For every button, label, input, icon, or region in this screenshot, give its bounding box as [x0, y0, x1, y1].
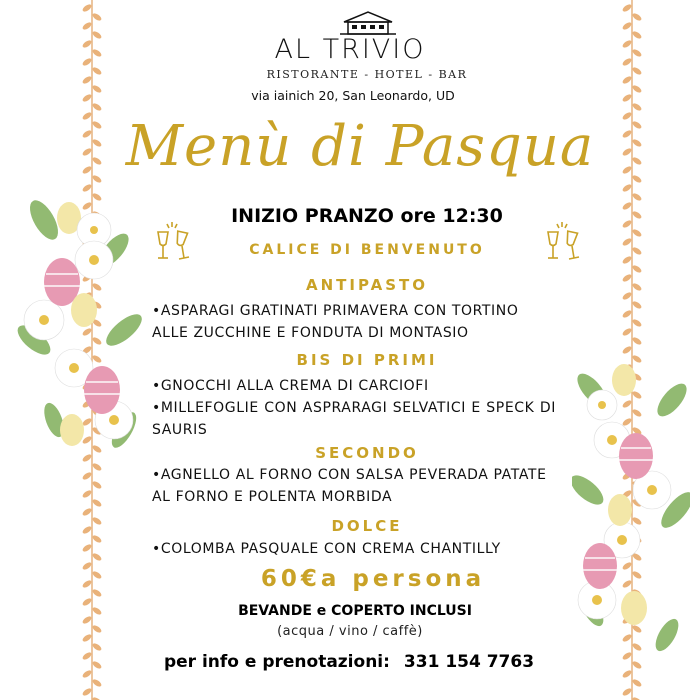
start-time: INIZIO PRANZO ore 12:30 [231, 205, 503, 227]
phone-number: 331 154 7763 [403, 652, 535, 672]
house-logo-icon [340, 10, 396, 36]
menu-title: Menù di Pasqua [125, 114, 595, 179]
menu-item: •AGNELLO AL FORNO CON SALSA PEVERADA PATATE AL FORNO E POLENTA MORBIDA [152, 467, 547, 505]
included-note: BEVANDE e COPERTO INCLUSI [238, 603, 472, 619]
section-title-antipasto: ANTIPASTO [306, 276, 428, 294]
menu-item: •ASPARAGI GRATINATI PRIMAVERA CON TORTINO ALLE ZUCCHINE E FONDUTA DI MONTASIO [152, 303, 519, 341]
menu-item: •MILLEFOGLIE CON ASPRARAGI SELVATICI E SPECK DI SAURIS [152, 400, 556, 438]
section-title-secondo: SECONDO [315, 444, 419, 462]
address: via iainich 20, San Leonardo, UD [251, 88, 455, 103]
brand-subtitle: RISTORANTE - HOTEL - BAR [266, 68, 468, 81]
menu-item: •GNOCCHI ALLA CREMA DI CARCIOFI [152, 378, 429, 394]
price: 60€a persona [260, 566, 486, 592]
section-title-dolce: DOLCE [331, 517, 403, 535]
info-label: per info e prenotazioni: [163, 652, 390, 672]
welcome-drink: CALICE DI BENVENUTO [249, 242, 485, 258]
easter-flowers-icon [14, 190, 144, 470]
menu-item: •COLOMBA PASQUALE CON CREMA CHANTILLY [152, 541, 501, 557]
section-title-primi: BIS DI PRIMI [296, 351, 438, 369]
brand-name: AL TRIVIO [274, 34, 426, 65]
easter-flowers-icon [572, 360, 690, 660]
included-detail: (acqua / vino / caffè) [277, 624, 423, 639]
